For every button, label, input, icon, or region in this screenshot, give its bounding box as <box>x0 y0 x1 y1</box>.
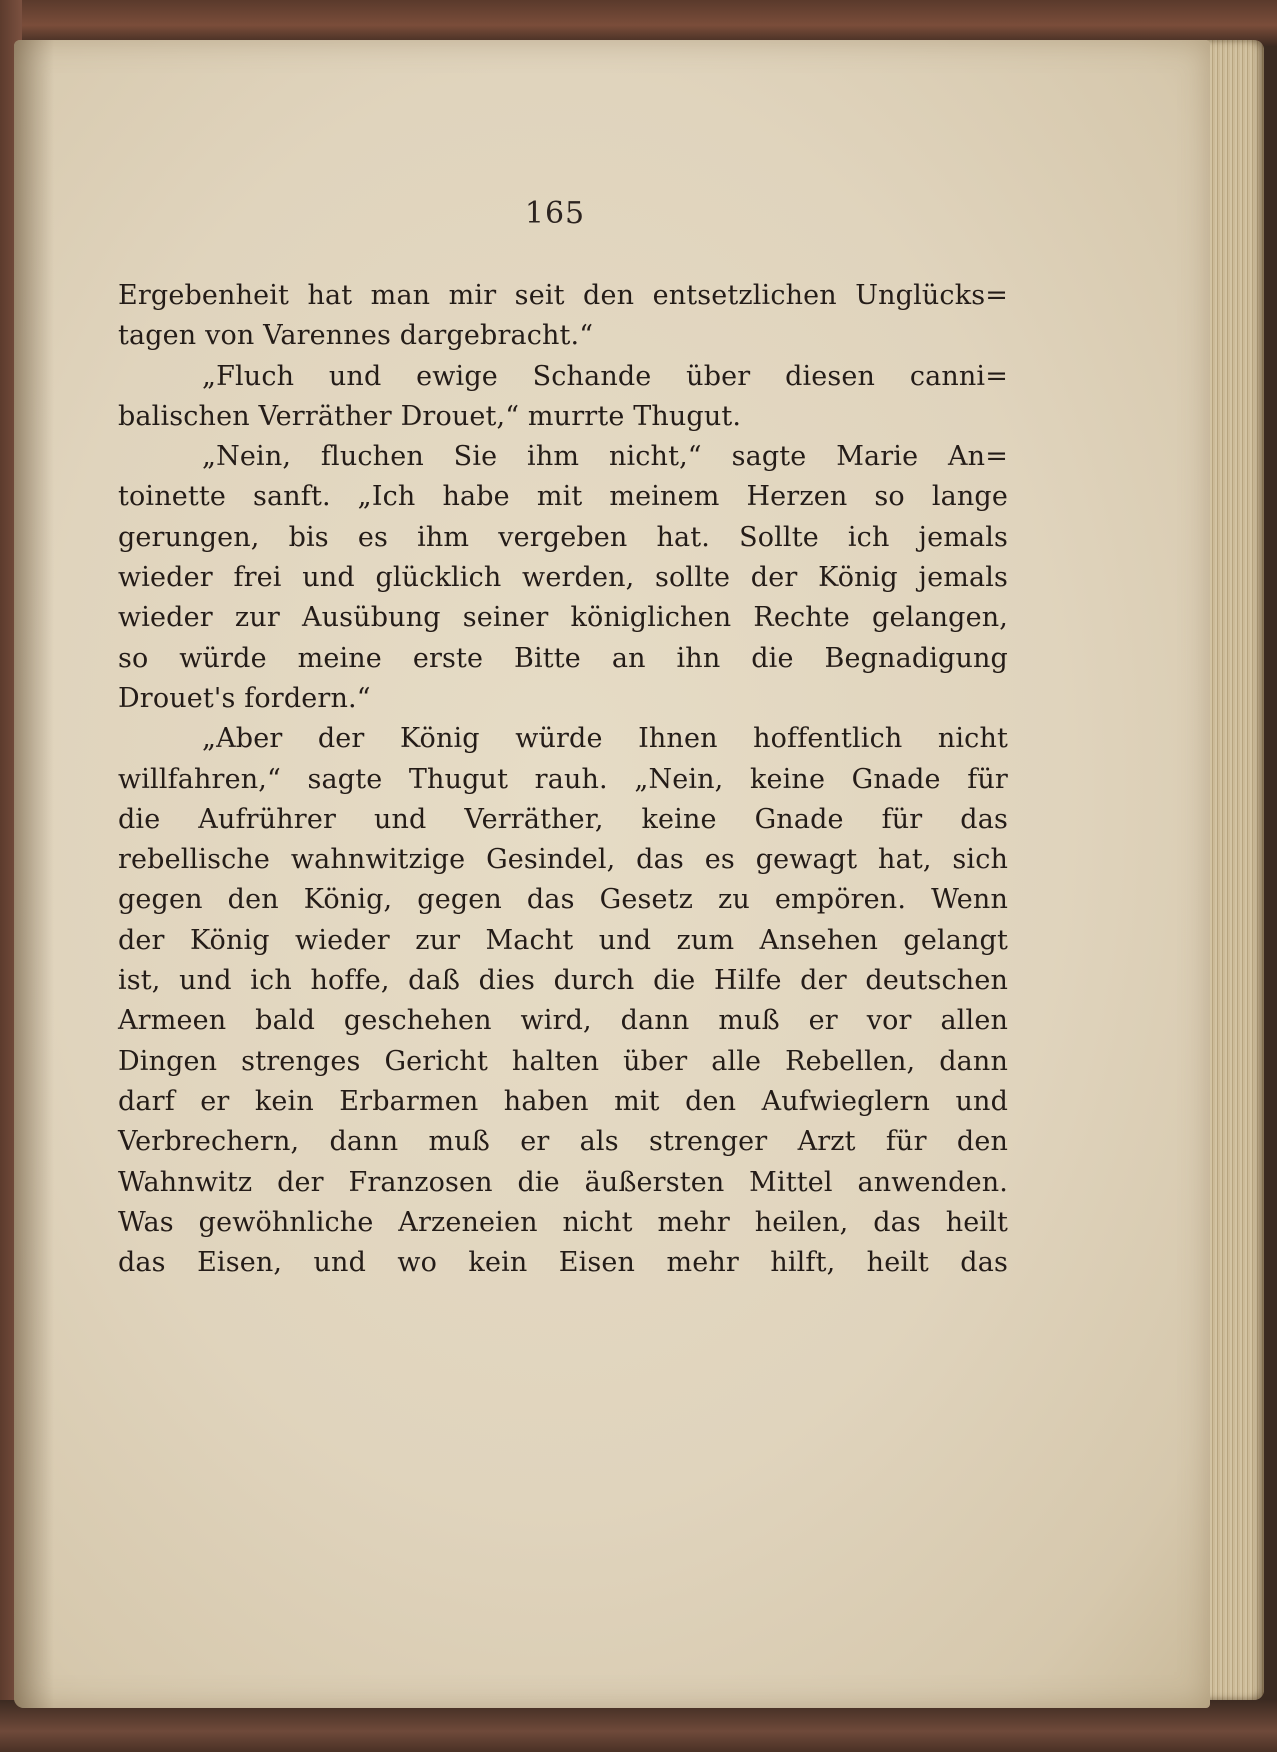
text-line: der König wieder zur Macht und zum Ansehen gelangt <box>118 924 1008 956</box>
text-line: toinette sanft. „Ich habe mit meinem Herzen so lange <box>118 481 1008 513</box>
text-line: Wahnwitz der Franzosen die äußersten Mittel anwenden. <box>118 1166 1008 1198</box>
text-line: wieder zur Ausübung seiner königlichen Rechte gelangen, <box>118 602 1008 634</box>
text-line: Armeen bald geschehen wird, dann muß er vor allen <box>118 1005 1008 1037</box>
text-line: Verbrechern, dann muß er als strenger Arzt für den <box>118 1126 1008 1158</box>
body-text <box>118 276 1008 1283</box>
page-number: 165 <box>524 196 586 231</box>
text-line: balischen Verräther Drouet,“ murrte Thugut. <box>118 400 742 432</box>
text-line: Ergebenheit hat man mir seit den entsetzlichen Unglücks= <box>118 280 1008 311</box>
text-line: die Aufrührer und Verräther, keine Gnade für das <box>118 803 1008 835</box>
gutter-shadow <box>14 40 54 1708</box>
text-line: „Fluch und ewige Schande über diesen canni= <box>202 360 1008 392</box>
text-line: willfahren,“ sagte Thugut rauh. „Nein, keine Gnade für <box>118 763 1008 795</box>
text-line: wieder frei und glücklich werden, sollte der König jemals <box>118 562 1008 594</box>
text-line: das Eisen, und wo kein Eisen mehr hilft, heilt das <box>118 1247 1008 1279</box>
text-line: „Nein, fluchen Sie ihm nicht,“ sagte Marie An= <box>202 441 1008 473</box>
text-line: so würde meine erste Bitte an ihn die Begnadigung <box>118 642 1008 674</box>
text-line: ist, und ich hoffe, daß dies durch die Hilfe der deutschen <box>118 965 1008 997</box>
text-line: rebellische wahnwitzige Gesindel, das es gewagt hat, sich <box>118 844 1008 876</box>
text-line: gegen den König, gegen das Gesetz zu empören. Wenn <box>118 884 1008 916</box>
text-line: Was gewöhnliche Arzeneien nicht mehr heilen, das heilt <box>118 1206 1008 1238</box>
text-line: Dingen strenges Gericht halten über alle Rebellen, dann <box>118 1045 1008 1077</box>
text-line: Drouet's fordern.“ <box>118 682 371 714</box>
text-line: tagen von Varennes dargebracht.“ <box>118 320 594 352</box>
text-line: gerungen, bis es ihm vergeben hat. Sollte ich jemals <box>118 521 1008 553</box>
text-line: „Aber der König würde Ihnen hoffentlich nicht <box>202 723 1008 755</box>
text-line: darf er kein Erbarmen haben mit den Aufwieglern und <box>118 1085 1008 1117</box>
